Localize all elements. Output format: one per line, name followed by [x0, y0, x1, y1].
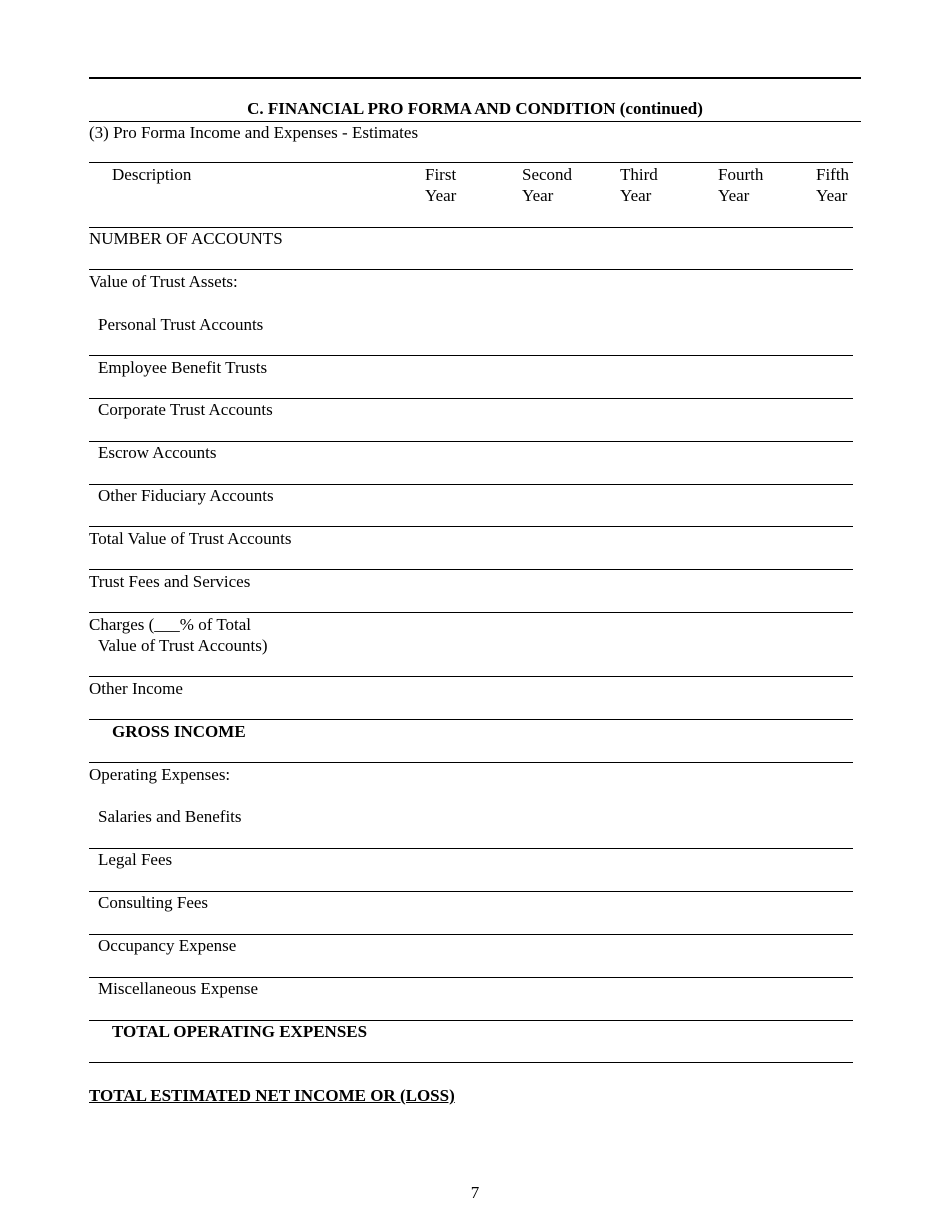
row-label-employee-benefit-trusts: Employee Benefit Trusts: [98, 358, 268, 377]
column-header-line: First: [425, 165, 457, 184]
row-label-escrow-accounts: Escrow Accounts: [98, 443, 217, 462]
column-header-description: Description: [112, 165, 192, 184]
row-label-consulting-fees: Consulting Fees: [98, 893, 209, 912]
row-label-total-operating-expenses: TOTAL OPERATING EXPENSES: [112, 1022, 368, 1041]
row-label-total-estimated-net-income: TOTAL ESTIMATED NET INCOME OR (LOSS): [89, 1086, 455, 1105]
row-rule: [89, 612, 853, 613]
column-header-line: Year: [620, 186, 652, 205]
row-label-gross-income: GROSS INCOME: [112, 722, 246, 741]
row-label-total-value-of-trust-accounts: Total Value of Trust Accounts: [89, 529, 292, 548]
row-rule: [89, 569, 853, 570]
row-label-operating-expenses: Operating Expenses:: [89, 765, 231, 784]
column-header-second-year: [522, 164, 572, 206]
row-label-other-income: Other Income: [89, 679, 183, 698]
column-header-line: Fourth: [718, 165, 764, 184]
column-header-line: Fifth: [816, 165, 850, 184]
column-header-first-year: [425, 164, 456, 206]
column-header-line: Year: [718, 186, 750, 205]
column-header-third-year: [620, 164, 658, 206]
page-number: 7: [470, 1183, 480, 1202]
top-rule: [89, 77, 861, 79]
column-header-fifth-year: [816, 164, 849, 206]
row-label-miscellaneous-expense: Miscellaneous Expense: [98, 979, 259, 998]
row-rule: [89, 162, 853, 163]
row-label-legal-fees: Legal Fees: [98, 850, 173, 869]
row-label-charges-line-1: Charges (___% of Total: [89, 615, 252, 634]
row-label-value-of-trust-assets: Value of Trust Assets:: [89, 272, 238, 291]
row-rule: [89, 719, 853, 720]
column-header-line: Second: [522, 165, 573, 184]
row-rule: [89, 269, 853, 270]
column-header-fourth-year: [718, 164, 763, 206]
column-header-line: Year: [816, 186, 848, 205]
column-header-line: Year: [522, 186, 554, 205]
row-label-charges-line-2: Value of Trust Accounts): [98, 636, 268, 655]
row-label-corporate-trust-accounts: Corporate Trust Accounts: [98, 400, 273, 419]
row-label-other-fiduciary-accounts: Other Fiduciary Accounts: [98, 486, 274, 505]
row-rule: [89, 762, 853, 763]
row-rule: [89, 1062, 853, 1063]
column-header-line: Year: [425, 186, 457, 205]
table-subtitle: (3) Pro Forma Income and Expenses - Estimates: [89, 123, 419, 142]
row-rule: [89, 676, 853, 677]
row-label-number-of-accounts: NUMBER OF ACCOUNTS: [89, 229, 283, 248]
row-label-occupancy-expense: Occupancy Expense: [98, 936, 237, 955]
section-title: C. FINANCIAL PRO FORMA AND CONDITION (continued): [247, 99, 703, 118]
row-rule: [89, 526, 853, 527]
row-rule: [89, 355, 853, 356]
row-rule: [89, 848, 853, 849]
row-label-trust-fees-and-services: Trust Fees and Services: [89, 572, 251, 591]
column-header-line: Third: [620, 165, 658, 184]
row-label-personal-trust-accounts: Personal Trust Accounts: [98, 315, 264, 334]
row-label-salaries-and-benefits: Salaries and Benefits: [98, 807, 242, 826]
